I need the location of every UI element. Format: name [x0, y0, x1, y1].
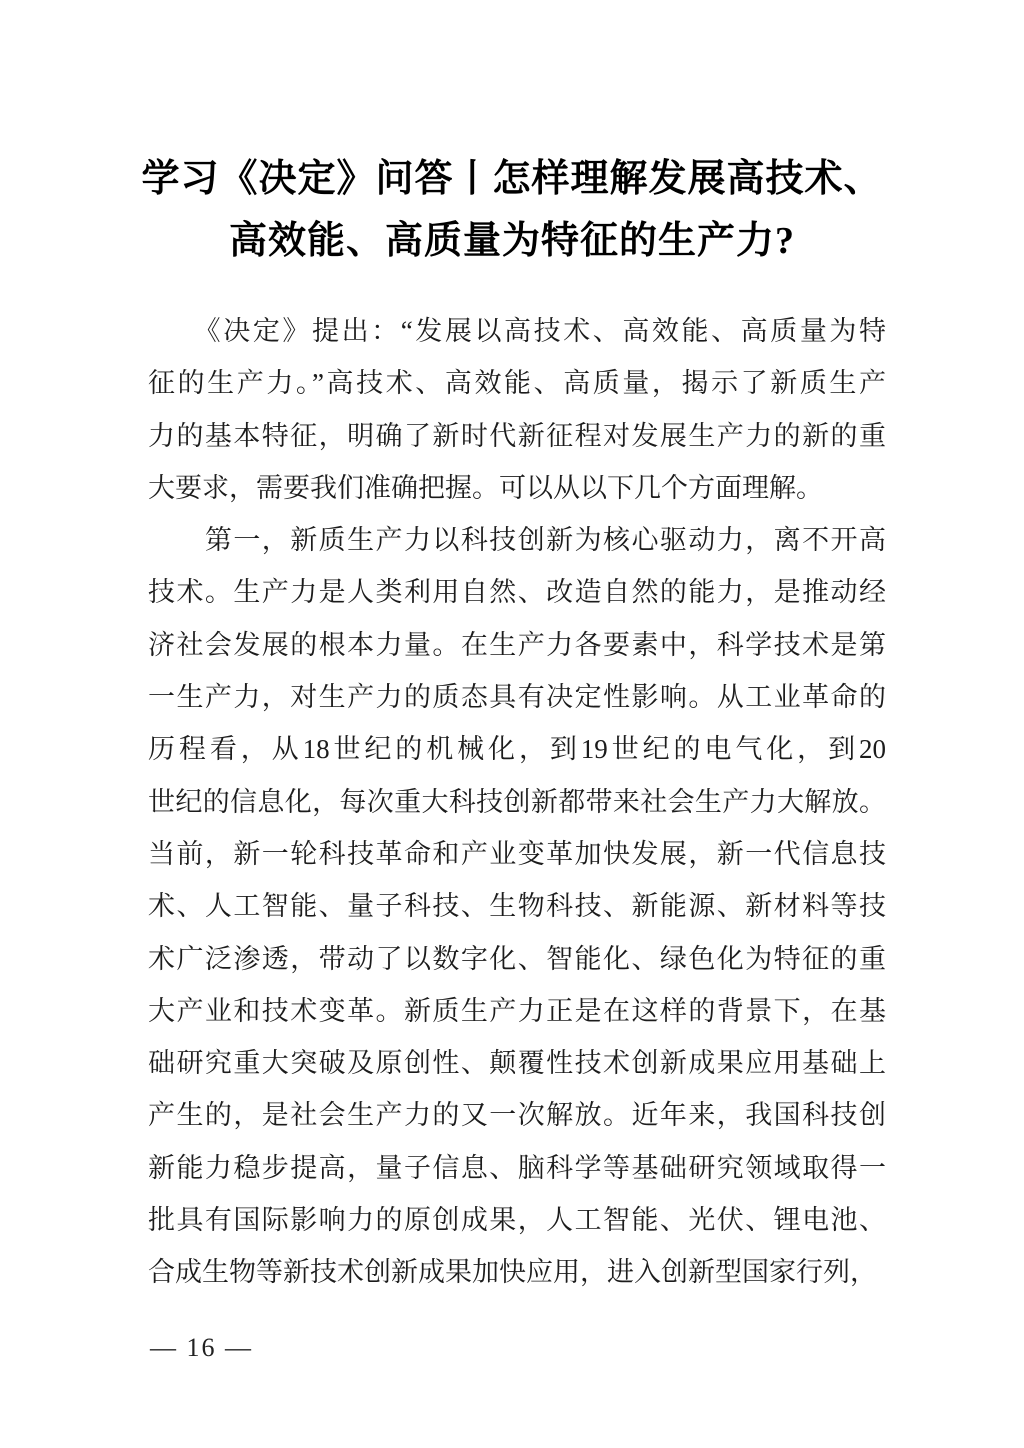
body-line: 技术。生产力是人类利用自然、改造自然的能力，是推动经 [148, 577, 886, 608]
body-line: 术广泛渗透，带动了以数字化、智能化、绿色化为特征的重 [148, 943, 886, 974]
page-title [0, 148, 1024, 272]
body-line: 济社会发展的根本力量。在生产力各要素中，科学技术是第 [148, 629, 886, 660]
body-line: 一生产力，对生产力的质态具有决定性影响。从工业革命的 [148, 682, 886, 713]
body-line: 术、人工智能、量子科技、生物科技、新能源、新材料等技 [148, 891, 886, 922]
body-line: 合成生物等新技术创新成果加快应用，进入创新型国家行列， [148, 1257, 877, 1288]
body-line: 大产业和技术变革。新质生产力正是在这样的背景下，在基 [148, 995, 886, 1026]
body-line: 新能力稳步提高，量子信息、脑科学等基础研究领域取得一 [148, 1152, 886, 1183]
body-line: 批具有国际影响力的原创成果，人工智能、光伏、锂电池、 [148, 1205, 886, 1236]
body-line: 力的基本特征，明确了新时代新征程对发展生产力的新的重 [148, 420, 886, 451]
body-text [148, 305, 886, 1299]
body-line: 征的生产力。”高技术、高效能、高质量，揭示了新质生产 [148, 368, 886, 399]
page-number: — 16 — [150, 1333, 253, 1362]
body-line: 础研究重大突破及原创性、颠覆性技术创新成果应用基础上 [148, 1048, 886, 1079]
body-line: 第一，新质生产力以科技创新为核心驱动力，离不开高 [148, 525, 886, 556]
page-title-line-2: 高效能、高质量为特征的生产力? [228, 220, 795, 262]
body-line: 大要求，需要我们准确把握。可以从以下几个方面理解。 [148, 472, 823, 503]
body-line: 产生的，是社会生产力的又一次解放。近年来，我国科技创 [148, 1100, 886, 1131]
body-line: 世纪的信息化，每次重大科技创新都带来社会生产力大解放。 [148, 786, 886, 817]
body-line: 历程看，从18世纪的机械化，到19世纪的电气化，到20 [148, 734, 886, 765]
page-title-line-1: 学习《决定》问答丨怎样理解发展高技术、 [141, 158, 883, 200]
body-line: 《决定》提出：“发展以高技术、高效能、高质量为特 [148, 316, 886, 346]
body-line: 当前，新一轮科技革命和产业变革加快发展，新一代信息技 [148, 838, 886, 869]
